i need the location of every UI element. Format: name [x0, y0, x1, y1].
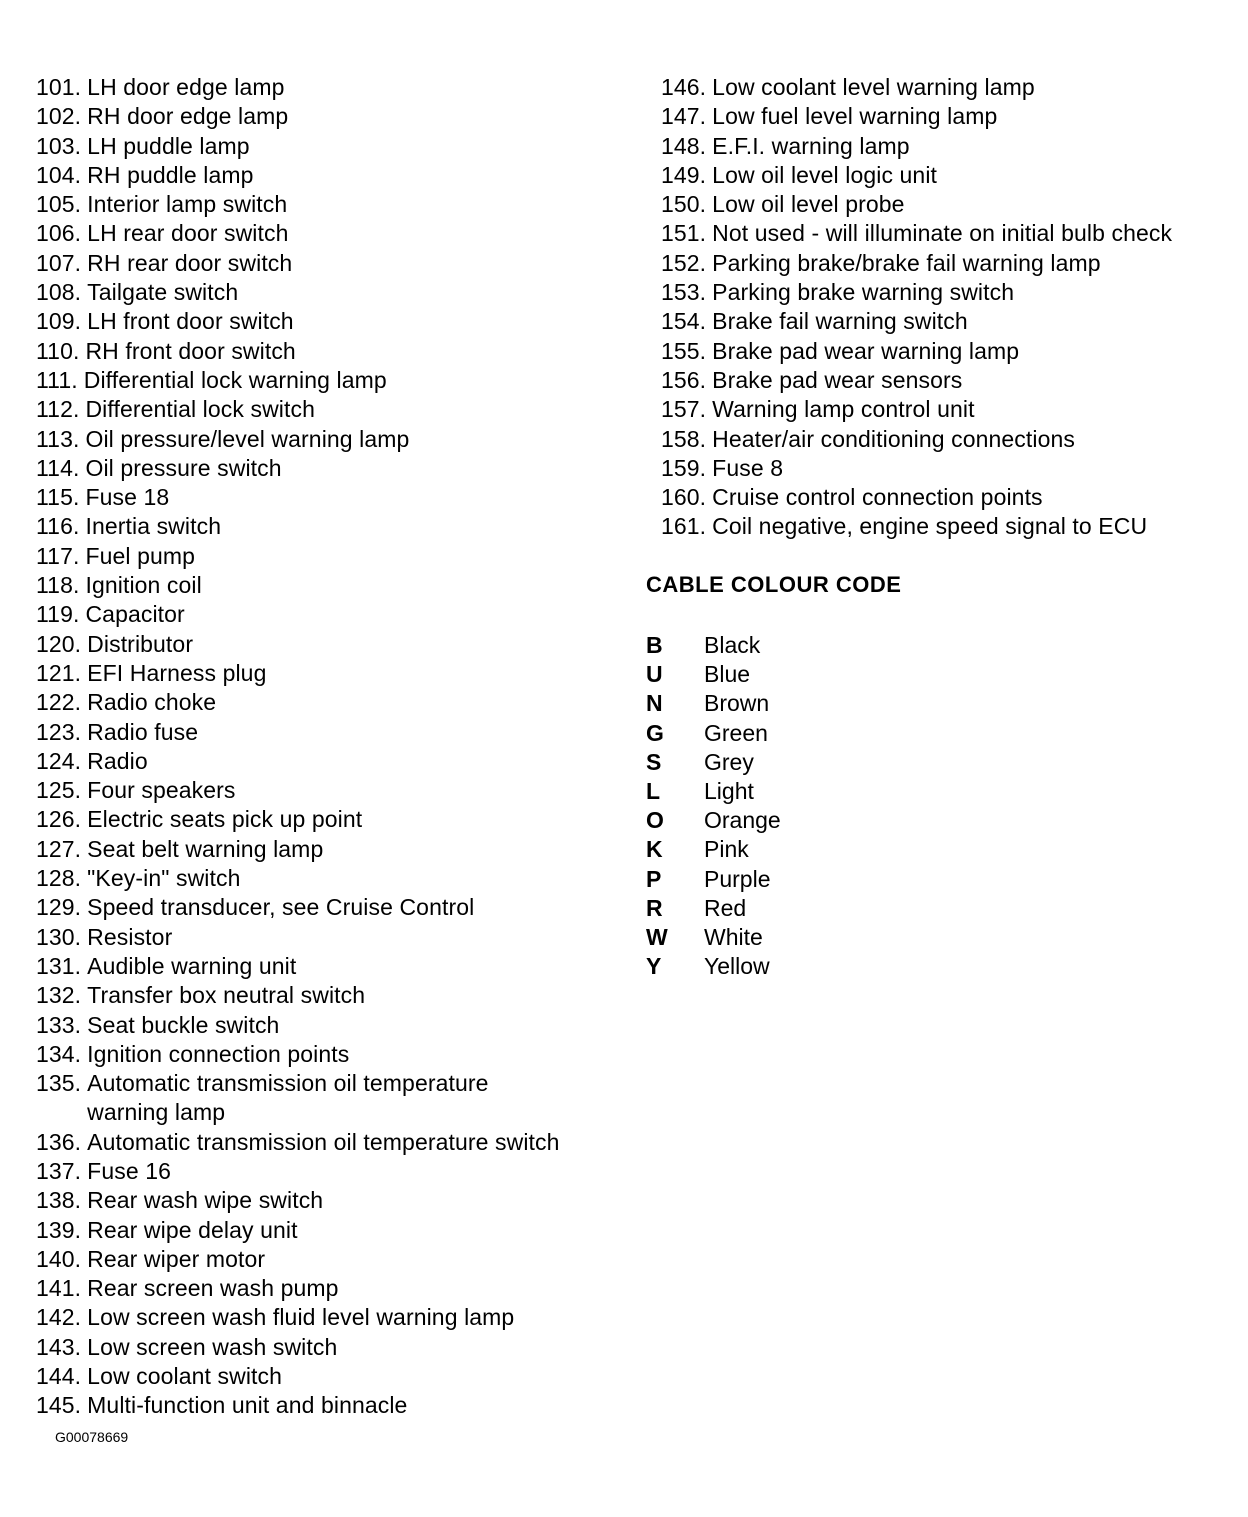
colour-code-row [646, 865, 781, 894]
item-label: Speed transducer, see Cruise Control [87, 894, 475, 921]
item-label: Four speakers [87, 777, 236, 804]
item-label: Brake pad wear warning lamp [712, 337, 1020, 364]
item-label: Distributor [87, 630, 194, 657]
list-item [36, 219, 636, 248]
item-label: RH puddle lamp [87, 161, 254, 188]
list-item [661, 102, 1241, 131]
item-number: 126. [36, 806, 82, 833]
item-number: 127. [36, 835, 82, 862]
colour-code-row [646, 689, 781, 718]
item-number: 154. [661, 308, 707, 335]
item-label: Automatic transmission oil temperature switch [87, 1128, 560, 1155]
item-number: 136. [36, 1128, 82, 1155]
item-label: Fuel pump [85, 542, 196, 569]
list-item [36, 1011, 636, 1040]
colour-code-row [646, 748, 781, 777]
item-number: 120. [36, 630, 82, 657]
colour-code-letter: L [646, 778, 661, 805]
item-number: 157. [661, 396, 707, 423]
item-number: 103. [36, 132, 82, 159]
item-number: 160. [661, 484, 707, 511]
colour-code-name: Black [704, 632, 761, 658]
item-label: Low oil level probe [712, 191, 905, 218]
colour-code-letter: W [646, 924, 668, 951]
colour-code-letter: O [646, 807, 664, 834]
list-item [661, 190, 1241, 219]
colour-code-name: White [704, 924, 763, 951]
item-label: Parking brake warning switch [712, 279, 1015, 306]
list-item [36, 688, 636, 717]
item-number: 152. [661, 249, 707, 276]
item-label: Inertia switch [85, 513, 222, 540]
item-label: Rear wipe delay unit [87, 1216, 298, 1243]
list-item [661, 512, 1241, 541]
item-number: 125. [36, 777, 82, 804]
item-number: 146. [661, 74, 707, 100]
list-item [36, 102, 636, 131]
item-number: 105. [36, 191, 82, 218]
list-item [36, 366, 636, 395]
item-label: Seat buckle switch [87, 1011, 280, 1038]
item-label: Oil pressure/level warning lamp [85, 425, 410, 452]
item-number: 119. [36, 601, 80, 628]
item-number: 158. [661, 425, 707, 452]
list-item [36, 1391, 636, 1420]
list-item [36, 1157, 636, 1186]
item-label: Capacitor [85, 601, 185, 628]
list-item [36, 190, 636, 219]
list-item [36, 542, 636, 571]
item-label: Heater/air conditioning connections [712, 425, 1075, 452]
list-item [36, 776, 636, 805]
colour-code-title: CABLE COLOUR CODE [646, 572, 902, 597]
list-item [36, 747, 636, 776]
item-label: "Key-in" switch [87, 865, 241, 892]
item-label: Radio choke [87, 689, 217, 716]
item-number: 138. [36, 1187, 82, 1214]
list-item [36, 630, 636, 659]
item-label: Low screen wash fluid level warning lamp [87, 1304, 515, 1331]
item-label: Low coolant switch [87, 1363, 283, 1390]
item-number: 107. [36, 249, 82, 276]
list-item [36, 571, 636, 600]
colour-code-name: Light [704, 778, 754, 805]
item-label: EFI Harness plug [87, 659, 267, 686]
item-number: 123. [36, 718, 82, 745]
colour-code-name: Purple [704, 865, 771, 892]
list-item [36, 1040, 636, 1069]
item-number: 156. [661, 366, 707, 393]
list-item [36, 1186, 636, 1215]
list-item [661, 483, 1241, 512]
list-item [36, 73, 636, 102]
item-label: LH door edge lamp [87, 74, 285, 100]
item-number: 128. [36, 865, 82, 892]
colour-code-letter: K [646, 836, 663, 863]
item-label: Low oil level logic unit [712, 161, 938, 188]
colour-code-letter: B [646, 632, 663, 658]
item-label: Audible warning unit [87, 952, 297, 979]
item-number: 108. [36, 279, 82, 306]
colour-code-row [646, 631, 781, 660]
item-label: Low coolant level warning lamp [712, 74, 1035, 100]
item-number: 139. [36, 1216, 82, 1243]
colour-code-letter: P [646, 865, 662, 892]
list-item [36, 1362, 636, 1391]
colour-code-row [646, 719, 781, 748]
item-label: Rear wash wipe switch [87, 1187, 324, 1214]
list-item [661, 132, 1241, 161]
item-label: Low fuel level warning lamp [712, 103, 998, 130]
list-item [36, 512, 636, 541]
list-item [36, 249, 636, 278]
list-item [36, 161, 636, 190]
item-label: Brake pad wear sensors [712, 366, 963, 393]
item-label: Coil negative, engine speed signal to ECU [712, 513, 1148, 540]
item-number: 104. [36, 161, 82, 188]
item-number: 149. [661, 161, 707, 188]
component-list-left [36, 73, 636, 1421]
colour-code-name: Green [704, 719, 768, 746]
item-label: Ignition connection points [87, 1040, 350, 1067]
colour-code-letter: Y [646, 953, 662, 980]
item-number: 124. [36, 747, 82, 774]
item-label: Tailgate switch [87, 279, 239, 306]
item-number: 122. [36, 689, 82, 716]
item-number: 110. [36, 337, 80, 364]
item-label: Interior lamp switch [87, 191, 288, 218]
colour-code-row [646, 952, 781, 981]
colour-code-row [646, 923, 781, 952]
list-item [36, 659, 636, 688]
item-label: Low screen wash switch [87, 1333, 338, 1360]
item-label: Brake fail warning switch [712, 308, 968, 335]
item-label: Radio [87, 747, 148, 774]
colour-code-name: Grey [704, 748, 754, 775]
item-number: 147. [661, 103, 707, 130]
component-list-right [661, 73, 1241, 542]
colour-code-name: Blue [704, 661, 751, 688]
item-number: 116. [36, 513, 80, 540]
item-label: Not used - will illuminate on initial bulb check [712, 220, 1173, 247]
item-label: Radio fuse [87, 718, 199, 745]
item-number: 145. [36, 1392, 82, 1419]
item-number: 143. [36, 1333, 82, 1360]
list-item [661, 454, 1241, 483]
item-number: 150. [661, 191, 707, 218]
list-item [36, 1333, 636, 1362]
colour-code-letter: R [646, 894, 663, 921]
colour-code-table [646, 631, 781, 981]
item-number: 153. [661, 279, 707, 306]
item-number: 109. [36, 308, 82, 335]
item-label: Transfer box neutral switch [87, 982, 366, 1009]
item-number: 101. [36, 74, 82, 100]
item-label: Parking brake/brake fail warning lamp [712, 249, 1101, 276]
list-item [36, 923, 636, 952]
list-item [36, 1216, 636, 1245]
colour-code-row [646, 806, 781, 835]
list-item [36, 454, 636, 483]
colour-code-letter: G [646, 719, 664, 746]
item-label: E.F.I. warning lamp [712, 132, 910, 159]
colour-code-letter: S [646, 748, 662, 775]
item-number: 114. [36, 454, 80, 481]
item-label: LH front door switch [87, 308, 294, 335]
item-number: 159. [661, 454, 707, 481]
list-item [36, 425, 636, 454]
list-item [661, 395, 1241, 424]
list-item [661, 219, 1241, 248]
item-number: 129. [36, 894, 82, 921]
colour-code-row [646, 660, 781, 689]
list-item [36, 1303, 636, 1332]
item-label: Fuse 8 [712, 454, 784, 481]
item-number: 142. [36, 1304, 82, 1331]
item-label: Fuse 16 [87, 1157, 171, 1184]
list-item [36, 718, 636, 747]
list-item [36, 600, 636, 629]
item-label: Multi-function unit and binnacle [87, 1392, 408, 1419]
item-label: Electric seats pick up point [87, 806, 363, 833]
item-label: RH door edge lamp [87, 103, 289, 130]
item-number: 161. [661, 513, 707, 540]
list-item [36, 1274, 636, 1303]
item-number: 151. [661, 220, 707, 247]
item-number: 130. [36, 923, 82, 950]
item-label: Differential lock warning lamp [83, 366, 387, 393]
item-number: 133. [36, 1011, 82, 1038]
list-item [36, 805, 636, 834]
list-item [661, 366, 1241, 395]
list-item [36, 307, 636, 336]
item-label: Oil pressure switch [85, 454, 282, 481]
item-label: LH puddle lamp [87, 132, 250, 159]
item-number: 117. [36, 542, 80, 569]
item-number: 121. [36, 659, 82, 686]
item-number: 144. [36, 1363, 82, 1390]
list-item [36, 952, 636, 981]
item-number: 134. [36, 1040, 82, 1067]
item-number: 140. [36, 1245, 82, 1272]
item-label: Automatic transmission oil temperature warning lamp [87, 1070, 489, 1126]
list-item [661, 337, 1241, 366]
list-item [36, 864, 636, 893]
colour-code-row [646, 894, 781, 923]
item-number: 141. [36, 1275, 82, 1302]
item-label: Rear wiper motor [87, 1245, 266, 1272]
item-number: 148. [661, 132, 707, 159]
list-item [36, 278, 636, 307]
colour-code-name: Orange [704, 807, 781, 834]
colour-code-name: Yellow [704, 953, 770, 980]
item-label: Ignition coil [85, 572, 202, 599]
list-item [661, 73, 1241, 102]
item-number: 137. [36, 1157, 82, 1184]
item-label: Cruise control connection points [712, 484, 1043, 511]
item-label: Differential lock switch [85, 396, 315, 423]
list-item [36, 1069, 636, 1128]
figure-reference: G00078669 [55, 1429, 129, 1445]
colour-code-name: Pink [704, 836, 749, 863]
item-number: 115. [36, 484, 80, 511]
item-number: 131. [36, 952, 82, 979]
item-number: 113. [36, 425, 80, 452]
item-number: 106. [36, 220, 82, 247]
list-item [36, 1245, 636, 1274]
item-label: Warning lamp control unit [712, 396, 975, 423]
list-item [661, 278, 1241, 307]
list-item [661, 249, 1241, 278]
colour-code-letter: U [646, 661, 663, 688]
item-label: Resistor [87, 923, 173, 950]
colour-code-name: Brown [704, 690, 770, 717]
list-item [36, 1128, 636, 1157]
list-item [661, 307, 1241, 336]
item-number: 112. [36, 396, 80, 423]
item-number: 118. [36, 572, 80, 599]
colour-code-name: Red [704, 894, 747, 921]
list-item [36, 893, 636, 922]
list-item [36, 835, 636, 864]
colour-code-row [646, 777, 781, 806]
list-item [36, 337, 636, 366]
colour-code-letter: N [646, 690, 663, 717]
list-item [36, 483, 636, 512]
list-item [661, 161, 1241, 190]
item-label: LH rear door switch [87, 220, 289, 247]
list-item [36, 981, 636, 1010]
list-item [661, 425, 1241, 454]
item-number: 155. [661, 337, 707, 364]
item-number: 102. [36, 103, 82, 130]
list-item [36, 132, 636, 161]
item-label: Seat belt warning lamp [87, 835, 324, 862]
list-item [36, 395, 636, 424]
item-number: 132. [36, 982, 82, 1009]
item-label: Fuse 18 [85, 484, 170, 511]
item-label: RH front door switch [85, 337, 296, 364]
item-label: Rear screen wash pump [87, 1275, 339, 1302]
item-number: 135. [36, 1070, 82, 1097]
item-number: 111. [36, 366, 78, 393]
colour-code-row [646, 835, 781, 864]
item-label: RH rear door switch [87, 249, 293, 276]
